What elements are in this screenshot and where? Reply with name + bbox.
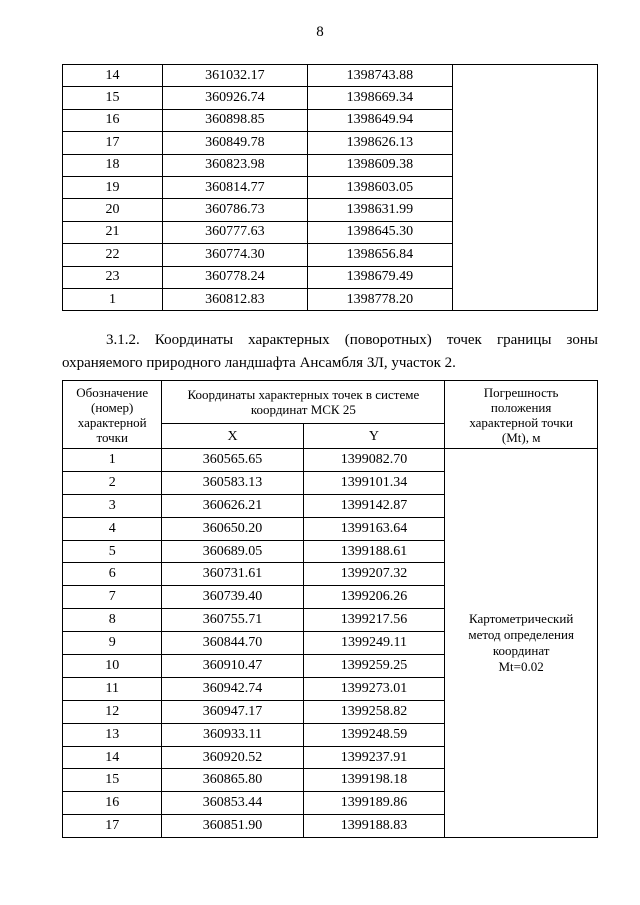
- coordinate-x: 360851.90: [162, 815, 303, 838]
- table-row: [63, 65, 598, 87]
- header-coordinates: [162, 381, 445, 424]
- method-line: Mt=0.02: [498, 659, 544, 675]
- coordinate-y: 1399249.11: [303, 632, 445, 655]
- coordinate-x: 361032.17: [162, 65, 307, 87]
- method-line: Картометрический: [468, 611, 574, 627]
- coordinate-y: 1399188.83: [303, 815, 445, 838]
- coordinate-y: 1399259.25: [303, 655, 445, 678]
- point-number: 4: [63, 517, 162, 540]
- coordinate-y: 1399101.34: [303, 471, 445, 494]
- coordinates-table-section-2: [62, 380, 598, 838]
- header-x: X: [162, 424, 303, 449]
- coordinate-y: 1399206.26: [303, 586, 445, 609]
- coordinate-x: 360778.24: [162, 266, 307, 288]
- point-number: 1: [63, 288, 163, 310]
- point-number: 8: [63, 609, 162, 632]
- header-error-line: (Mt), м: [501, 429, 541, 445]
- point-number: 19: [63, 176, 163, 198]
- point-number: 16: [63, 792, 162, 815]
- coordinate-x: 360583.13: [162, 471, 303, 494]
- header-designation-line: характерной: [77, 414, 147, 430]
- method-line: метод определения: [468, 627, 574, 643]
- coordinate-y: 1398649.94: [307, 109, 452, 131]
- header-error-line: характерной точки: [469, 414, 573, 430]
- point-number: 15: [63, 769, 162, 792]
- coordinate-y: 1399188.61: [303, 540, 445, 563]
- table1-body: [63, 65, 598, 311]
- coordinate-y: 1398656.84: [307, 244, 452, 266]
- point-number: 2: [63, 471, 162, 494]
- method-cell: [445, 449, 598, 838]
- point-number: 13: [63, 723, 162, 746]
- coordinate-y: 1399248.59: [303, 723, 445, 746]
- coordinate-x: 360898.85: [162, 109, 307, 131]
- header-designation-line: Обозначение: [76, 384, 149, 400]
- coordinate-x: 360942.74: [162, 677, 303, 700]
- coordinate-y: 1398645.30: [307, 221, 452, 243]
- coordinate-y: 1399237.91: [303, 746, 445, 769]
- coordinate-x: 360853.44: [162, 792, 303, 815]
- coordinate-x: 360786.73: [162, 199, 307, 221]
- coordinate-x: 360777.63: [162, 221, 307, 243]
- coordinate-x: 360812.83: [162, 288, 307, 310]
- header-error: [445, 381, 598, 449]
- header-error-line: положения: [490, 399, 552, 415]
- point-number: 1: [63, 449, 162, 472]
- coordinate-y: 1398778.20: [307, 288, 452, 310]
- coordinate-x: 360926.74: [162, 87, 307, 109]
- point-number: 16: [63, 109, 163, 131]
- point-number: 11: [63, 677, 162, 700]
- header-designation: [63, 381, 162, 449]
- point-number: 12: [63, 700, 162, 723]
- section-line-2: охраняемого природного ландшафта Ансамбля ЗЛ, участок 2.: [62, 355, 456, 371]
- coordinate-y: 1398669.34: [307, 87, 452, 109]
- coordinate-x: 360844.70: [162, 632, 303, 655]
- coordinate-y: 1399217.56: [303, 609, 445, 632]
- coordinate-x: 360947.17: [162, 700, 303, 723]
- table2-header-row-1: [63, 381, 598, 424]
- coordinate-x: 360849.78: [162, 132, 307, 154]
- coordinate-y: 1398679.49: [307, 266, 452, 288]
- point-number: 10: [63, 655, 162, 678]
- coordinate-y: 1399198.18: [303, 769, 445, 792]
- coordinate-y: 1399142.87: [303, 494, 445, 517]
- coordinate-y: 1399258.82: [303, 700, 445, 723]
- header-y: Y: [303, 424, 445, 449]
- coordinate-y: 1399082.70: [303, 449, 445, 472]
- coordinate-x: 360565.65: [162, 449, 303, 472]
- coordinate-x: 360920.52: [162, 746, 303, 769]
- coordinate-x: 360689.05: [162, 540, 303, 563]
- coordinate-x: 360814.77: [162, 176, 307, 198]
- point-number: 6: [63, 563, 162, 586]
- coordinates-table-continued: [62, 64, 598, 311]
- table2-header: [63, 381, 598, 449]
- coordinate-y: 1398743.88: [307, 65, 452, 87]
- coordinate-y: 1399163.64: [303, 517, 445, 540]
- coordinate-x: 360731.61: [162, 563, 303, 586]
- point-number: 21: [63, 221, 163, 243]
- point-number: 23: [63, 266, 163, 288]
- section-heading-3-1-2: [62, 329, 598, 375]
- point-number: 14: [63, 746, 162, 769]
- coordinate-x: 360755.71: [162, 609, 303, 632]
- point-number: 17: [63, 132, 163, 154]
- header-designation-line: (номер): [91, 399, 134, 415]
- coordinate-y: 1399273.01: [303, 677, 445, 700]
- point-number: 22: [63, 244, 163, 266]
- coordinate-x: 360650.20: [162, 517, 303, 540]
- coordinate-y: 1399189.86: [303, 792, 445, 815]
- point-number: 14: [63, 65, 163, 87]
- method-line: координат: [492, 643, 550, 659]
- point-number: 20: [63, 199, 163, 221]
- point-number: 15: [63, 87, 163, 109]
- coordinate-x: 360626.21: [162, 494, 303, 517]
- point-number: 18: [63, 154, 163, 176]
- coordinate-y: 1398609.38: [307, 154, 452, 176]
- section-line-1: 3.1.2. Координаты характерных (поворотных) точек границы зоны: [106, 332, 598, 348]
- table2-body: [63, 449, 598, 838]
- point-number: 9: [63, 632, 162, 655]
- point-number: 17: [63, 815, 162, 838]
- coordinate-x: 360933.11: [162, 723, 303, 746]
- coordinate-x: 360774.30: [162, 244, 307, 266]
- coordinate-x: 360823.98: [162, 154, 307, 176]
- coordinate-x: 360865.80: [162, 769, 303, 792]
- header-coordinates-line: координат МСК 25: [250, 402, 356, 417]
- coordinate-y: 1398631.99: [307, 199, 452, 221]
- table-row: [63, 449, 598, 472]
- header-designation-line: точки: [96, 429, 128, 445]
- point-number: 5: [63, 540, 162, 563]
- coordinate-y: 1398603.05: [307, 176, 452, 198]
- error-cell-empty: [452, 65, 597, 311]
- point-number: 7: [63, 586, 162, 609]
- point-number: 3: [63, 494, 162, 517]
- coordinate-x: 360910.47: [162, 655, 303, 678]
- coordinate-y: 1398626.13: [307, 132, 452, 154]
- page-number: 8: [316, 24, 324, 40]
- coordinate-y: 1399207.32: [303, 563, 445, 586]
- header-coordinates-line: Координаты характерных точек в системе: [187, 387, 420, 402]
- coordinate-x: 360739.40: [162, 586, 303, 609]
- header-error-line: Погрешность: [483, 384, 559, 400]
